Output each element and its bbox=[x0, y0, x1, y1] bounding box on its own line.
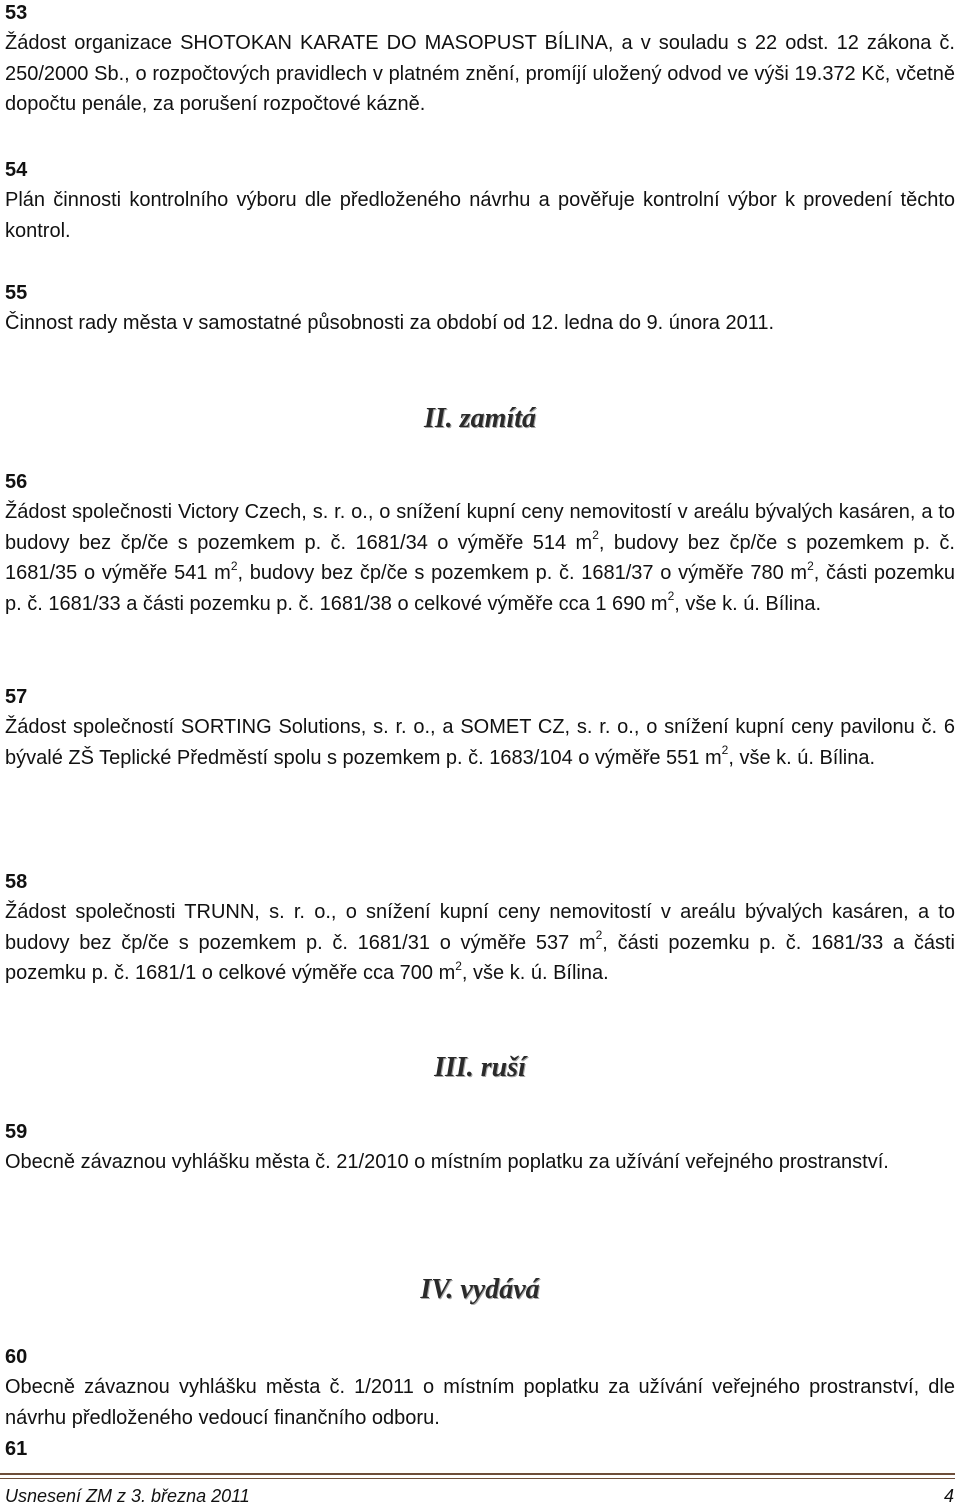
item-number: 59 bbox=[5, 1121, 28, 1143]
item-text: Obecně závaznou vyhlášku města č. 21/2010 o místním poplatku za užívání veřejného prostranství. bbox=[5, 1151, 889, 1173]
item-number: 60 bbox=[5, 1346, 28, 1368]
item-number: 61 bbox=[5, 1438, 28, 1460]
item-text: Činnost rady města v samostatné působnosti za období od 12. ledna do 9. února 2011. bbox=[5, 312, 775, 334]
resolution-59 bbox=[5, 1119, 955, 1178]
footer-divider bbox=[0, 1473, 955, 1479]
item-text: Plán činnosti kontrolního výboru dle předloženého návrhu a pověřuje kontrolní výbor k provedení těchto kontrol. bbox=[5, 189, 955, 242]
page-number: 4 bbox=[943, 1486, 954, 1506]
resolution-54 bbox=[5, 157, 955, 246]
resolution-60 bbox=[5, 1344, 955, 1433]
item-text: Žádost organizace SHOTOKAN KARATE DO MASOPUST BÍLINA, a v souladu s 22 odst. 12 zákona č. 250/2000 Sb., o rozpočtových pravidlech v platném znění, promíjí uložený odvod ve výši 19.372 Kč, včetně dopočtu penále, za porušení rozpočtové kázně. bbox=[5, 32, 955, 116]
resolution-55 bbox=[5, 280, 955, 339]
section-heading-rejects: II. zamítá bbox=[423, 403, 537, 434]
resolution-58 bbox=[5, 869, 955, 989]
item-number: 54 bbox=[5, 159, 28, 181]
item-number: 57 bbox=[5, 686, 28, 708]
item-text: Obecně závaznou vyhlášku města č. 1/2011 o místním poplatku za užívání veřejného prostranství, dle návrhu předloženého vedoucí finančního odboru. bbox=[5, 1376, 955, 1429]
resolution-61 bbox=[5, 1436, 955, 1462]
item-text: Žádost společností SORTING Solutions, s. r. o., a SOMET CZ, s. r. o., o snížení kupní ceny pavilonu č. 6 bývalé ZŠ Teplické Předměstí spolu s pozemkem p. č. 1683/104 o výměře 551 $m^2$, vše k. ú. Bílina. bbox=[5, 716, 955, 769]
resolution-53 bbox=[5, 0, 955, 120]
resolution-56 bbox=[5, 469, 955, 619]
item-number: 53 bbox=[5, 2, 28, 24]
footer-title: Usnesení ZM z 3. března 2011 bbox=[5, 1486, 250, 1506]
item-number: 56 bbox=[5, 471, 28, 493]
resolution-57 bbox=[5, 684, 955, 773]
item-text: Žádost společnosti TRUNN, s. r. o., o snížení kupní ceny nemovitostí v areálu bývalých kasáren, a to budovy bez čp/če s pozemkem p. č. 1681/31 o výměře 537 $m^2$, části pozemku p. č. 1681/33 a části pozemku p. č. 1681/1 o celkové výměře cca 700 $m^2$, vše k. ú. Bílina. bbox=[5, 901, 955, 985]
item-text: Žádost společnosti Victory Czech, s. r. o., o snížení kupní ceny nemovitostí v areálu bývalých kasáren, a to budovy bez čp/če s pozemkem p. č. 1681/34 o výměře 514 $m^2$, budovy bez čp/če s pozemkem p. č. 1681/35 o výměře 541 $m^2$, budovy bez čp/če s pozemkem p. č. 1681/37 o výměře 780 $m^2$, části pozemku p. č. 1681/33 a části pozemku p. č. 1681/38 o celkové výměře cca 1 690 $m^2$, vše k. ú. Bílina. bbox=[5, 501, 955, 615]
item-number: 55 bbox=[5, 282, 28, 304]
item-number: 58 bbox=[5, 871, 28, 893]
section-heading-issues: IV. vydává bbox=[420, 1274, 540, 1305]
section-heading-cancels: III. ruší bbox=[434, 1052, 526, 1083]
